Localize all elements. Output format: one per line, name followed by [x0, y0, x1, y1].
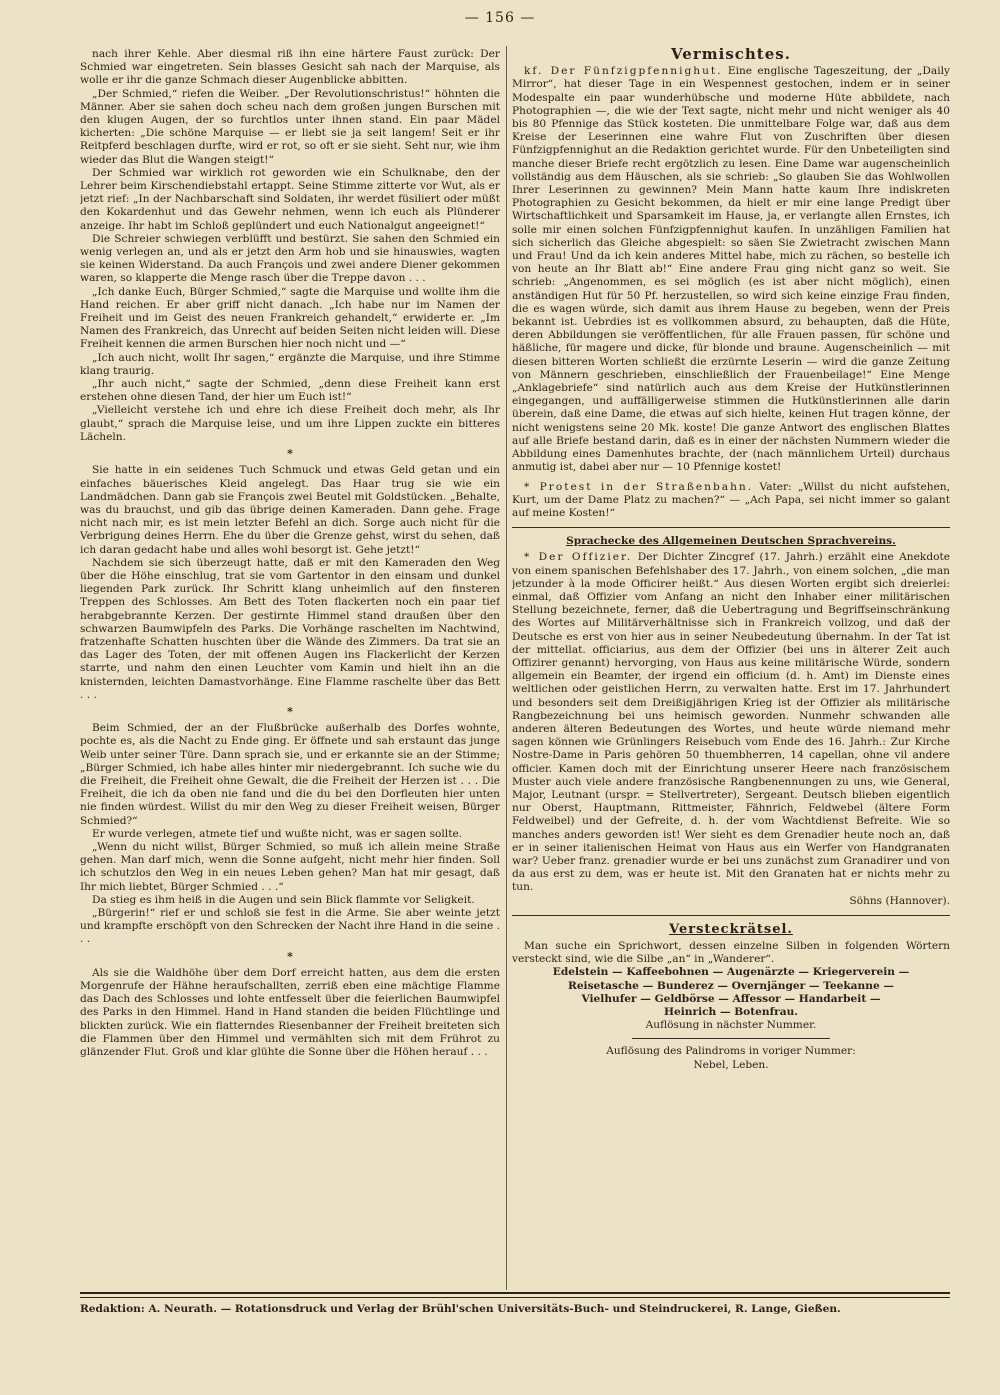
article-strassenbahn-body: Vater: „Willst du nicht aufstehen, Kurt, um der Dame Platz zu machen?“ — „Ach Papa, sei nicht immer so galant auf meine Kosten!“ [512, 480, 950, 519]
section-separator: * [287, 949, 293, 963]
story-block-3 [80, 722, 500, 946]
story-paragraph: „Ich danke Euch, Bürger Schmied,“ sagte die Marquise und wollte ihm die Hand reichen. Er aber griff nicht danach. „Ich habe nur im Namen der Freiheit und im Geist des neuen Frankreich gehandelt,“ erwiderte er. „Im Namen des Frankreich, das Unrecht auf beiden Seiten nicht leiden will. Diese Freiheit kennen die armen Burschen hier noch nicht und —“ [80, 285, 500, 351]
solution-label: Auflösung des Palindroms in voriger Nummer: [606, 1045, 856, 1058]
section-separator: * [287, 704, 293, 718]
article-strassenbahn-lead: * Protest in der Straßenbahn. [524, 480, 754, 493]
puzzle-line: Reisetasche — Bunderez — Overnjänger — Teekanne — [568, 979, 894, 992]
puzzle-next-issue: Auflösung in nächster Nummer. [645, 1019, 817, 1032]
story-paragraph: nach ihrer Kehle. Aber diesmal riß ihn eine härtere Faust zurück: Der Schmied war eingetreten. Sein blasses Gesicht sah nach der Marquise, als wolle er ihr die ganze Schmach dieser Augenblicke abbitten. [80, 48, 500, 87]
rule-divider [512, 527, 950, 528]
article-offizier [512, 551, 950, 894]
page-number: — 156 — [464, 10, 536, 26]
story-paragraph: Er wurde verlegen, atmete tief und wußte nicht, was er sagen sollte. [92, 827, 463, 840]
article-strassenbahn [512, 481, 950, 521]
article-hut [512, 65, 950, 474]
story-paragraph: „Vielleicht verstehe ich und ehre ich diese Freiheit doch mehr, als Ihr glaubt,“ sprach die Marquise leise, und um ihre Lippen zuckte ein bitteres Lächeln. [80, 404, 500, 443]
sprachecke-author: Söhns (Hannover). [849, 894, 950, 907]
section-separator: * [287, 447, 293, 461]
story-paragraph: Sie hatte in ein seidenes Tuch Schmuck und etwas Geld getan und ein einfaches bäuerisches Kleid angelegt. Das Haar trug sie wie ein Landmädchen. Dann gab sie François zwei Beutel mit Goldstücken. „Behalte, was du brauchst, und gib das übrige deinen Kameraden. Dann gehe. Frage nicht nach mir, es ist mein letzter Befehl an dich. Sorge auch nicht für die Verbrigung deines Herrn. Ehe du über die Grenze gehst, wirst du sehen, daß ich daran gedacht habe und alles wohl besorgt ist. Gehe jetzt!“ [80, 464, 500, 556]
story-paragraph: Da stieg es ihm heiß in die Augen und sein Blick flammte vor Seligkeit. [92, 893, 475, 906]
story-paragraph: Beim Schmied, der an der Flußbrücke außerhalb des Dorfes wohnte, pochte es, als die Nacht zu Ende ging. Er öffnete und sah erstaunt das junge Weib unter seiner Türe. Dann sprach sie, und er erkannte sie an der Stimme; „Bürger Schmied, ich habe alles hinter mir niedergebrannt. Ich suche wie du die Freiheit, die Freiheit ohne Gewalt, die die Freiheit der Herzen ist . . . Die Freiheit, die ich da oben nie fand und die du bei den Dorfleuten hier unten nie finden würdest. Willst du mir den Weg zu dieser Freiheit weisen, Bürger Schmied?“ [80, 722, 500, 827]
footer-rule [80, 1297, 950, 1298]
story-paragraph: Nachdem sie sich überzeugt hatte, daß er mit den Kameraden den Weg über die Höhe einschlug, trat sie vom Gartentor in den einsam und dunkel liegenden Park zurück. Ihr Schritt klang unheimlich auf den finsteren Treppen des Schlosses. Am Bett des Toten flackerten noch ein paar tief herabgebrannte Kerzen. Der gestirnte Himmel stand draußen über den schwarzen Baumwipfeln des Parks. Die Vorhänge raschelten im Nachtwind, fratzenhafte Schatten huschten über die Wände des Zimmers. Da trat sie an das Lager des Toten, der mit offenen Augen ins Flackerlicht der Kerzen starrte, und nahm den einen Leuchter vom Kamin und hielt ihn an die knisternden, leichten Damastvorhänge. Eine Flamme raschelte über das Bett . . . [80, 556, 500, 701]
section-title-vermischtes: Vermischtes. [671, 48, 791, 63]
story-paragraph: Die Schreier schwiegen verblüfft und bestürzt. Sie sahen den Schmied ein wenig verlegen an, und als er jetzt den Arm hob und sie hinauswies, wagten sie keinen Widerstand. Da auch François und zwei andere Diener gekommen waren, so klapperte die Menge rasch über die Treppe davon . . . [80, 232, 500, 285]
story-paragraph: „Wenn du nicht willst, Bürger Schmied, so muß ich allein meine Straße gehen. Man darf mich, wenn die Sonne aufgeht, nicht mehr hier finden. Soll ich schutzlos den Weg in ein neues Leben gehen? Man hat mir gesagt, daß Ihr mich liebtet, Bürger Schmied . . .“ [80, 840, 500, 893]
story-paragraph: „Ich auch nicht, wollt Ihr sagen,“ ergänzte die Marquise, und ihre Stimme klang traurig. [80, 351, 500, 377]
solution-words: Nebel, Leben. [693, 1058, 769, 1071]
rule-divider [512, 915, 950, 916]
story-block-1 [80, 48, 500, 444]
right-column-miscellany [512, 48, 950, 1290]
article-offizier-body: Der Dichter Zincgref (17. Jahrh.) erzählt eine Anekdote von einem spanischen Befehlshaber des 17. Jahrh., von einem solchen, „die man jetzunder à la mode Officirer heißt.“ Aus diesen Worten ergibt sich dreierlei: einmal, daß Offizier vom Anfang an nicht den Inhaber einer militärischen Stellung bezeichnete, ferner, daß die Uebertragung und Begriffseinschränkung des Wortes auf Militärverhältnisse sich in Frankreich vollzog, und daß der Deutsche es erst von hier aus in seiner Neubedeutung übernahm. In der Tat ist der mittellat. officiarius, aus dem der Offizier (bei uns in älterer Zeit auch Offizirer genannt) hervorging, von Haus aus keine militärische Würde, sondern allgemein ein Beamter, der irgend ein officium (d. h. Amt) im Dienste eines weltlichen oder geistlichen Herrn, zu verwalten hatte. Erst im 17. Jahrhundert und besonders seit dem Dreißigjährigen Krieg ist der Offizier als militärische Rangbezeichnung bei uns heimisch geworden. Nunmehr schwanden alle anderen älteren Bedeutungen des Wortes, und heute würde niemand mehr sagen können wie Grünlingers Reisebuch vom Ende des 16. Jahrh.: Zur Kirche Nostre-Dame in Paris gehören 50 thuembherren, 14 capellan, ohne vil andere officier. Kamen doch mit der Einrichtung unserer Heere nach französischem Muster auch viele andere französische Rangbenennungen zu uns, wie General, Major, Leutnant (urspr. = Stellvertreter), Sergeant. Deutsch blieben eigentlich nur Oberst, Hauptmann, Rittmeister, Fähnrich, Feldwebel (ältere Form Feldweibel) und der Gefreite, d. h. der vom Wachtdienst Befreite. Wie so manches anders geworden ist! Wer sieht es dem Grenadier heute noch an, daß er in seiner italienischen Heimat von Haus aus ein Werfer von Handgranaten war? Ueber franz. grenadier wurde er bei uns zunächst zum Granadirer und von da aus erst zu dem, was er heute ist. Mit den Granaten hat er nichts mehr zu tun. [512, 551, 950, 894]
article-offizier-lead: * Der Offizier. [524, 551, 633, 564]
story-paragraph: „Bürgerin!“ rief er und schloß sie fest in die Arme. Sie aber weinte jetzt und krampfte erschöpft von den Schrecken der Nacht ihre Hand in die seine . . . [80, 907, 500, 946]
footer-rule [80, 1292, 950, 1294]
article-hut-body: Eine englische Tageszeitung, der „Daily Mirror“, hat dieser Tage in ein Wespennest gestochen, indem er in seiner Modespalte ein paar wunderhübsche und moderne Hüte abbildete, nach Photographien —, die wie der Text sagte, nicht mehr und nicht weniger als 40 bis 80 Pfennige das Stück kosteten. Die unmittelbare Folge war, daß aus dem Kreise der Leserinnen eine wahre Flut von Zuschriften über diesen Fünfzigpfennighut an die Redaktion gerichtet wurde. Für den Unbeteiligten sind manche dieser Briefe recht ergötzlich zu lesen. Eine Dame war augenscheinlich vollständig aus dem Häuschen, als sie schrieb: „So glauben Sie das Wohlwollen Ihrer Leserinnen zu gewinnen? Mein Mann hatte kaum Ihre indiskreten Photographien zu Gesicht bekommen, da hielt er mir eine lange Predigt über Wirtschaftlichkeit und Sparsamkeit im Hause, ja, er verlangte allen Ernstes, ich solle mir einen solchen Fünfzigpfennighut kaufen. In unzähligen Familien hat sich sicherlich das Gleiche abgespielt: so säen Sie Zwietracht zwischen Mann und Frau! Und da ich kein anderes Mittel habe, mich zu rächen, so bestelle ich von heute an Ihr Blatt ab!“ Eine andere Frau ging nicht ganz so weit. Sie schrieb: „Angenommen, es sei möglich (es ist aber nicht möglich), einen anständigen Hut für 50 Pf. herzustellen, so wird sich keine einzige Frau finden, die es wagen würde, sich damit aus ihrem Hause zu begeben, wenn der Preis bekannt ist. Uebrdies ist es vollkommen absurd, zu behaupten, daß die Hüte, deren Abbildungen sie veröffentlichen, für alle Frauen passen, für schöne und häßliche, für magere und dicke, für blonde und braune. Augenscheinlich — mit diesen bitteren Worten schließt die erzürnte Leserin — wird die ganze Zeitung von Männern geschrieben, einschließlich der Frauenbeilage!“ Eine Menge „Anklagebriefe“ sind natürlich auch aus dem Kreise der Hutkünstlerinnen eingegangen, und auffälligerweise stimmen die Hutkünstlerinnen alle darin überein, daß eine Dame, die etwas auf sich hielte, keinen Hut tragen könne, der nicht wenigstens seine 20 Mk. koste! Die ganze Antwort des englischen Blattes auf alle Briefe bestand darin, daß es in einer der nächsten Nummern wieder die Abbildung eines Damenhutes brachte, der (nach männlichem Urteil) durchaus anmutig ist, dabei aber nur — 10 Pfennige kostet! [512, 65, 950, 474]
story-paragraph: „Der Schmied,“ riefen die Weiber. „Der Revolutionschristus!“ höhnten die Männer. Aber sie sahen doch scheu nach dem großen jungen Burschen mit den klugen Augen, der so furchtlos unter ihnen stand. Ein paar Mädel kicherten: „Die schöne Marquise — er liebt sie ja seit langem! Seit er ihr Reitpferd beschlagen durfte, wird er rot, so oft er sie sieht. Seht nur, wie ihm wieder das Blut die Wangen steigt!“ [80, 87, 500, 166]
puzzle-line: Vielhufer — Geldbörse — Affessor — Handarbeit — [581, 992, 881, 1005]
column-divider [506, 46, 507, 1290]
article-hut-lead: kf. Der Fünfzigpfennighut. [524, 65, 723, 78]
puzzle-title: Versteckrätsel. [669, 921, 793, 937]
puzzle-line: Edelstein — Kaffeebohnen — Augenärzte — Kriegerverein — [552, 966, 910, 979]
puzzle-intro: Man suche ein Sprichwort, dessen einzelne Silben in folgenden Wörtern versteckt sind, wie die Silbe „an“ in „Wanderer“. [512, 940, 950, 966]
story-paragraph: „Ihr auch nicht,“ sagte der Schmied, „denn diese Freiheit kann erst erstehen ohne diesen Tand, der hier um Euch ist!“ [80, 378, 500, 404]
imprint-footer: Redaktion: A. Neurath. — Rotationsdruck und Verlag der Brühl'schen Universitäts-Buch- und Steindruckerei, R. Lange, Gießen. [80, 1303, 841, 1315]
sprachecke-title: Sprachecke des Allgemeinen Deutschen Sprachvereins. [566, 535, 896, 548]
story-paragraph: Der Schmied war wirklich rot geworden wie ein Schulknabe, den der Lehrer beim Kirschendiebstahl ertappt. Seine Stimme zitterte vor Wut, als er jetzt rief: „In der Nachbarschaft sind Soldaten, ihr werdet füsiliert oder müßt den Kokardenhut und das Gewehr nehmen, wenn ich euch als Plünderer anzeige. Ihr habt im Schloß geplündert und euch Nationalgut angeeignet!“ [80, 166, 500, 232]
short-rule [632, 1038, 830, 1039]
puzzle-line: Heinrich — Botenfrau. [664, 1006, 798, 1019]
story-block-2 [80, 464, 500, 702]
left-column-story [80, 48, 500, 1290]
story-paragraph: Als sie die Waldhöhe über dem Dorf erreicht hatten, aus dem die ersten Morgenrufe der Hähne heraufschallten, zerriß eben eine mächtige Flamme das Dach des Schlosses und lohte entfesselt über die feierlichen Baumwipfel des Parks in den Himmel. Hand in Hand standen die beiden Flüchtlinge und blickten zurück. Wie ein flatterndes Riesenbanner der Freiheit breiteten sich die Flammen über den Himmel und vermählten sich mit dem Frührot zu glänzender Flut. Groß und klar glühte die Sonne über die Höhen herauf . . . [80, 966, 500, 1059]
story-block-4 [80, 967, 500, 1059]
